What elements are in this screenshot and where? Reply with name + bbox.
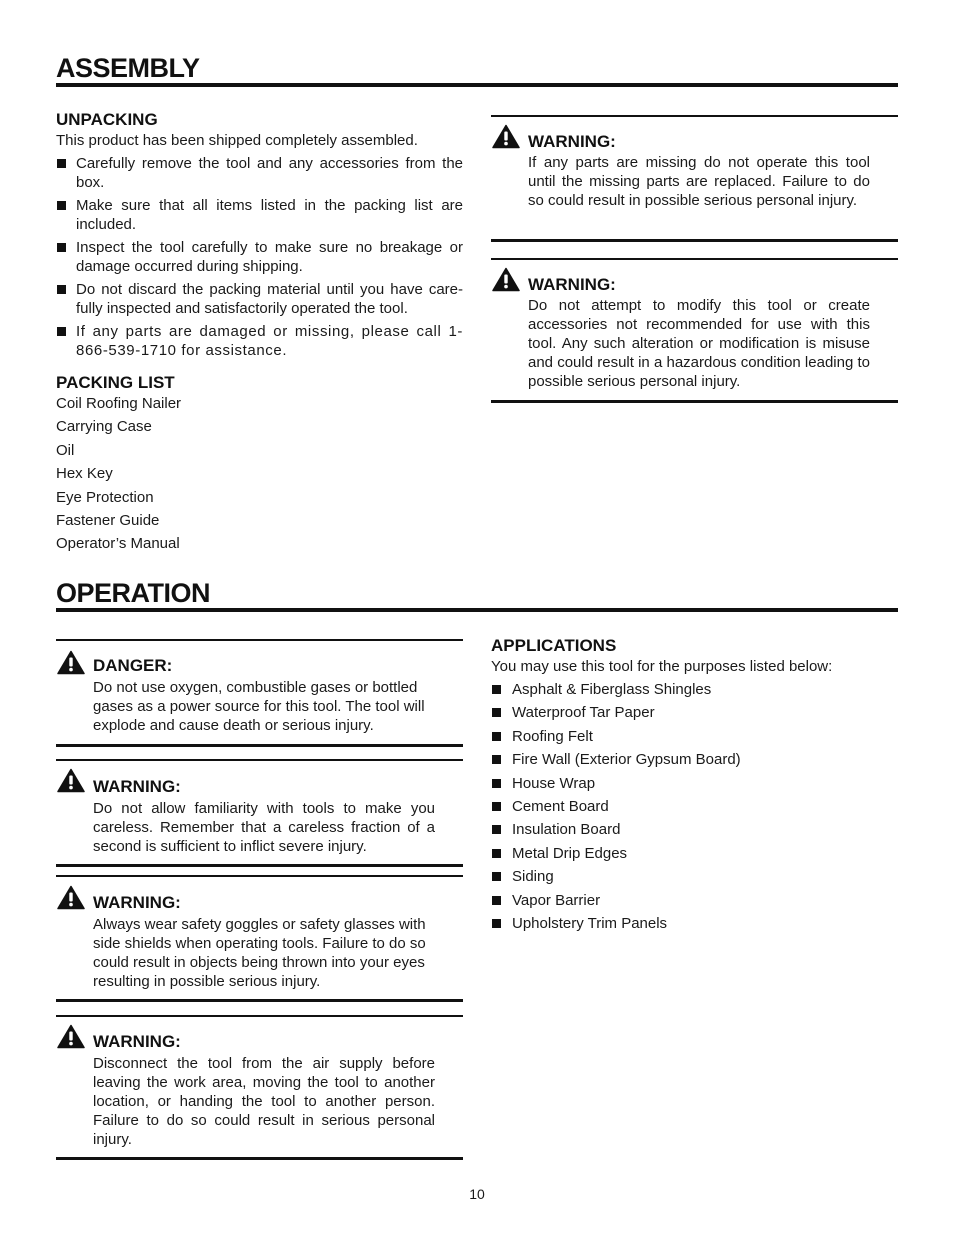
warning-heading: WARNING: <box>93 777 181 796</box>
warning-triangle-icon <box>57 768 85 793</box>
list-item: Eye Protection <box>56 488 154 506</box>
warning-heading: WARNING: <box>528 275 616 294</box>
unpacking-intro: This product has been shipped completely assembled. <box>56 132 418 149</box>
bullet-square-icon <box>492 919 501 928</box>
warning-text: Do not attempt to modify this tool or create accessories not recommended for use with this tool. Any such alteration or modification is misuse and could result in a hazardous condition leading to possible serious personal injury. <box>528 297 870 390</box>
list-item: Make sure that all items listed in the packing list are included. <box>56 196 463 234</box>
warning-triangle-icon <box>492 124 520 149</box>
list-item: Do not discard the packing material until you have care-fully inspected and satisfactorily operated the tool. <box>56 280 463 318</box>
warning-triangle-icon <box>57 885 85 910</box>
list-item: Fire Wall (Exterior Gypsum Board) <box>491 750 891 773</box>
box-top-rule <box>56 1015 463 1017</box>
page-number: 10 <box>469 1186 485 1202</box>
bullet-square-icon <box>492 849 501 858</box>
list-item: Operator’s Manual <box>56 535 180 553</box>
bullet-square-icon <box>492 779 501 788</box>
danger-heading: DANGER: <box>93 656 173 675</box>
list-item: Hex Key <box>56 465 113 483</box>
danger-box-oxygen <box>56 639 463 747</box>
warning-text: Do not allow familiarity with tools to make you careless. Remember that a careless fraction of a second is sufficient to inflict severe injury. <box>93 800 435 855</box>
warning-triangle-icon <box>57 1024 85 1049</box>
list-item: Carrying Case <box>56 418 152 436</box>
box-top-rule <box>491 258 898 260</box>
bullet-square-icon <box>492 755 501 764</box>
bullet-square-icon <box>492 825 501 834</box>
box-top-rule <box>56 759 463 761</box>
warning-text: Always wear safety goggles or safety glasses with side shields when operating tools. Failure to do so could result in objects being thrown into your eyes resulting in possible serious injury. <box>93 916 426 990</box>
assembly-rule <box>56 83 898 87</box>
applications-list <box>491 680 891 937</box>
list-item: Upholstery Trim Panels <box>491 914 891 937</box>
list-item: If any parts are damaged or missing, please call 1-866-539-1710 for assistance. <box>56 322 463 360</box>
warning-box-disconnect <box>56 1015 463 1160</box>
unpacking-heading: UNPACKING <box>56 110 158 129</box>
list-item: Cement Board <box>491 797 891 820</box>
warning-box-modification <box>491 258 898 403</box>
list-item: Metal Drip Edges <box>491 844 891 867</box>
bullet-square-icon <box>57 243 66 252</box>
box-bottom-rule <box>56 1157 463 1160</box>
warning-heading: WARNING: <box>528 132 616 151</box>
box-top-rule <box>56 875 463 877</box>
box-top-rule <box>56 639 463 641</box>
warning-triangle-icon <box>492 267 520 292</box>
warning-box-familiarity <box>56 759 463 867</box>
list-item: Fastener Guide <box>56 511 160 529</box>
packing-list <box>56 394 356 558</box>
packing-list-heading: PACKING LIST <box>56 373 175 392</box>
list-item: Vapor Barrier <box>491 891 891 914</box>
bullet-square-icon <box>492 802 501 811</box>
box-bottom-rule <box>491 400 898 403</box>
list-item: Carefully remove the tool and any accessories from the box. <box>56 154 463 192</box>
applications-intro: You may use this tool for the purposes listed below: <box>491 658 833 675</box>
list-item: Inspect the tool carefully to make sure no breakage or damage occurred during shipping. <box>56 238 463 276</box>
list-item: Waterproof Tar Paper <box>491 703 891 726</box>
unpacking-list <box>56 154 463 360</box>
warning-text: If any parts are missing do not operate this tool until the missing parts are replaced. Failure to do so could result in possible serious personal injury. <box>528 154 870 209</box>
box-bottom-rule <box>56 744 463 747</box>
list-item: Roofing Felt <box>491 727 891 750</box>
bullet-square-icon <box>492 872 501 881</box>
warning-heading: WARNING: <box>93 893 181 912</box>
box-bottom-rule <box>56 999 463 1002</box>
list-item: Insulation Board <box>491 820 891 843</box>
box-top-rule <box>491 115 898 117</box>
list-item: Coil Roofing Nailer <box>56 395 182 412</box>
bullet-square-icon <box>57 159 66 168</box>
warning-box-goggles <box>56 875 463 1002</box>
applications-heading: APPLICATIONS <box>491 636 617 655</box>
warning-box-missing-parts <box>491 115 898 242</box>
box-bottom-rule <box>491 239 898 242</box>
bullet-square-icon <box>492 896 501 905</box>
operation-title: OPERATION <box>56 578 211 608</box>
list-item: Oil <box>56 441 75 459</box>
list-item: Siding <box>491 867 891 890</box>
bullet-square-icon <box>57 285 66 294</box>
bullet-square-icon <box>492 708 501 717</box>
danger-text: Do not use oxygen, combustible gases or bottled gases as a power source for this tool. The tool will explode and cause death or serious injury. <box>93 679 425 734</box>
danger-triangle-icon <box>57 650 85 675</box>
operation-rule <box>56 608 898 612</box>
bullet-square-icon <box>492 685 501 694</box>
assembly-title: ASSEMBLY <box>56 53 200 83</box>
bullet-square-icon <box>57 327 66 336</box>
bullet-square-icon <box>492 732 501 741</box>
warning-text: Disconnect the tool from the air supply before leaving the work area, moving the tool to another location, or handing the tool to another person. Failure to do so could result in serious personal injury. <box>93 1055 435 1148</box>
box-bottom-rule <box>56 864 463 867</box>
list-item: House Wrap <box>491 774 891 797</box>
warning-heading: WARNING: <box>93 1032 181 1051</box>
list-item: Asphalt & Fiberglass Shingles <box>491 680 891 703</box>
bullet-square-icon <box>57 201 66 210</box>
